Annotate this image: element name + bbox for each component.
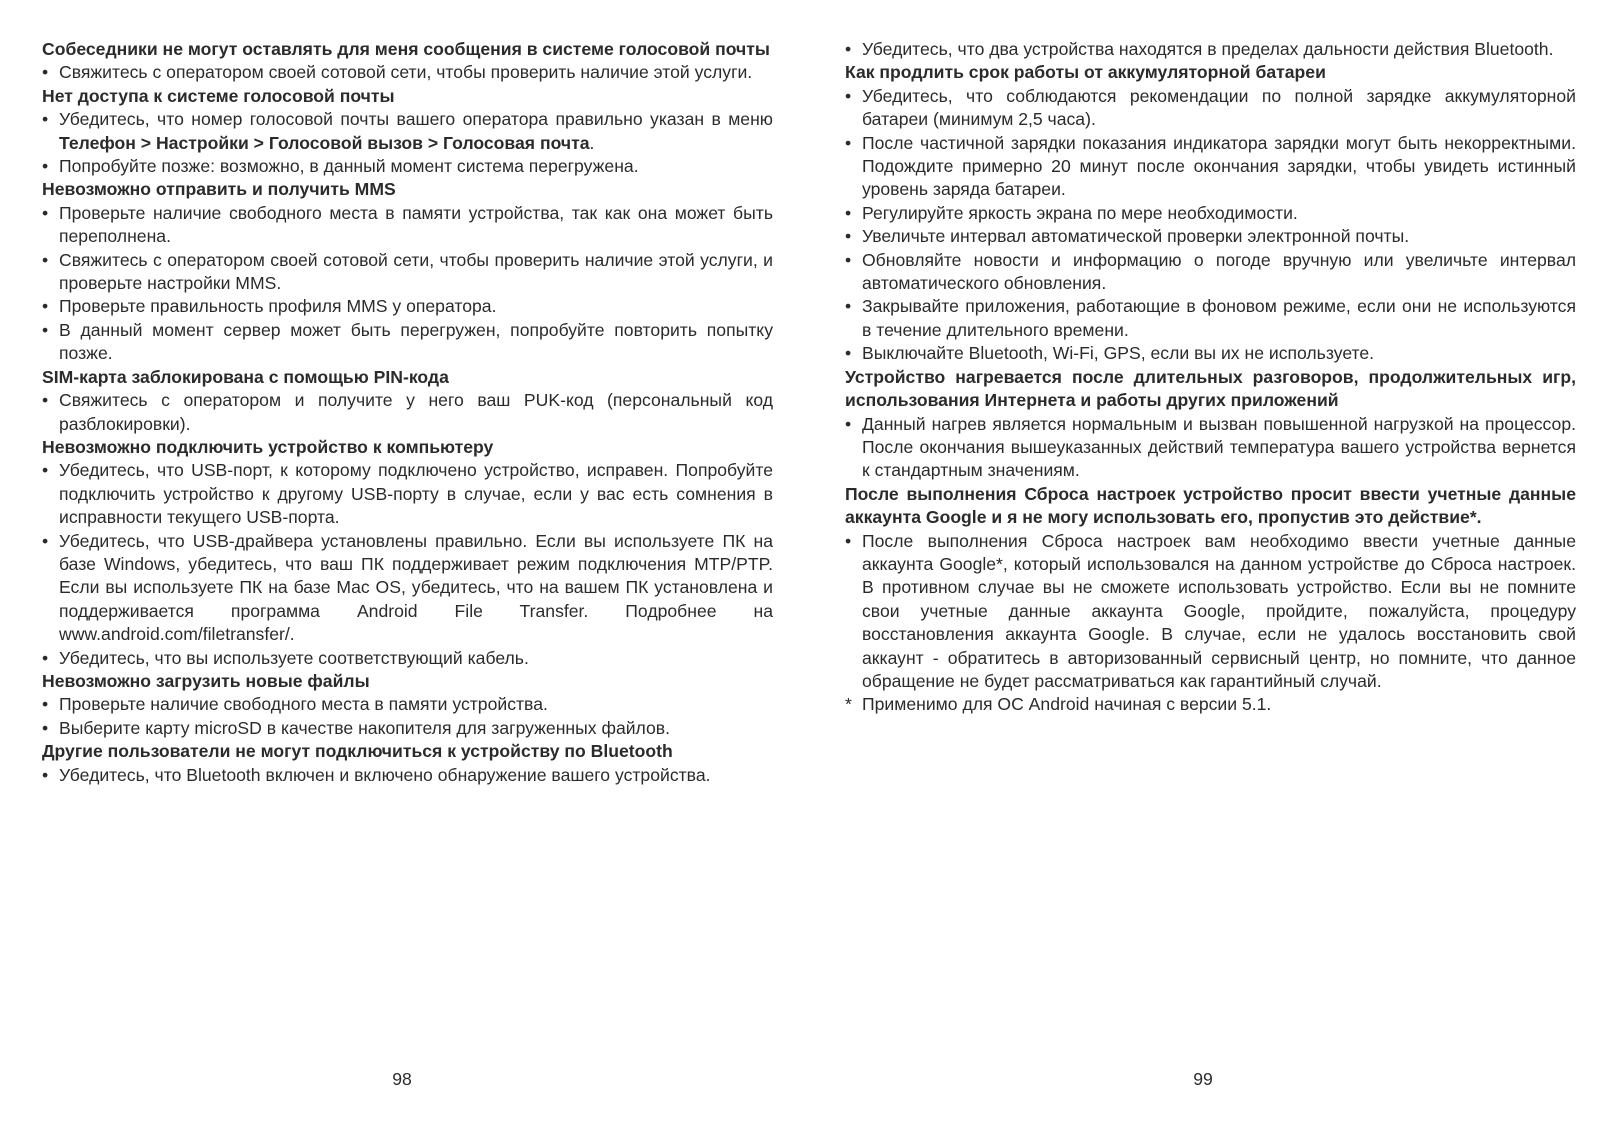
bullet-item bbox=[42, 61, 773, 84]
bullet-text: После частичной зарядки показания индикатора зарядки могут быть некорректными. Подождите примерно 20 минут после окончания зарядки, чтобы увидеть истинный уровень заряда батареи. bbox=[862, 132, 1576, 200]
bullet-marker: • bbox=[845, 249, 852, 270]
bullet-text: Выберите карту microSD в качестве накопителя для загруженных файлов. bbox=[59, 717, 671, 738]
bullet-item bbox=[42, 202, 773, 249]
bullet-text: Увеличьте интервал автоматической проверки электронной почты. bbox=[862, 226, 1410, 247]
bullet-item bbox=[845, 38, 1576, 61]
bullet-marker: • bbox=[845, 132, 852, 153]
bullet-marker: • bbox=[42, 390, 49, 411]
bullet-marker: • bbox=[845, 343, 852, 364]
menu-path: Телефон > Настройки > Голосовой вызов > Голосовая почта bbox=[59, 132, 590, 153]
bullet-marker: • bbox=[42, 202, 49, 223]
bullet-text: Попробуйте позже: возможно, в данный момент система перегружена. bbox=[59, 156, 639, 177]
bullet-text: Убедитесь, что USB-порт, к которому подключено устройство, исправен. Попробуйте подключить устройство к другому USB-порту в случае, если у вас есть сомнения в исправности текущего USB-порта. bbox=[59, 460, 773, 528]
bullet-marker: • bbox=[42, 62, 49, 83]
bullet-item bbox=[42, 319, 773, 366]
left-page bbox=[42, 38, 773, 787]
bullet-item bbox=[42, 459, 773, 529]
footnote-marker: * bbox=[845, 694, 852, 715]
section-heading: SIM-карта заблокирована с помощью PIN-кода bbox=[42, 366, 449, 387]
bullet-marker: • bbox=[42, 694, 49, 715]
section-heading: Невозможно отправить и получить MMS bbox=[42, 179, 396, 200]
bullet-marker: • bbox=[42, 109, 49, 130]
bullet-text: Убедитесь, что соблюдаются рекомендации по полной зарядке аккумуляторной батареи (минимум 2,5 часа). bbox=[862, 85, 1576, 130]
bullet-marker: • bbox=[42, 530, 49, 551]
bullet-text: Проверьте наличие свободного места в памяти устройства, так как она может быть переполнена. bbox=[59, 202, 773, 247]
bullet-marker: • bbox=[845, 202, 852, 223]
bullet-text: Убедитесь, что вы используете соответствующий кабель. bbox=[59, 647, 529, 668]
bullet-text: Выключайте Bluetooth, Wi-Fi, GPS, если вы их не используете. bbox=[862, 343, 1375, 364]
bullet-marker: • bbox=[42, 647, 49, 668]
bullet-text: Убедитесь, что USB-драйвера установлены правильно. Если вы используете ПК на базе Windows, убедитесь, что ваш ПК поддерживает режим подключения MTP/PTP. Если вы используете ПК на базе Mac OS, убедитесь, что на вашем ПК установлена и поддерживается программа Android File Transfer. Подробнее на www.android.com/filetransfer/. bbox=[59, 530, 773, 645]
section-heading: Невозможно загрузить новые файлы bbox=[42, 670, 370, 691]
bullet-item bbox=[845, 295, 1576, 342]
bullet-text-suffix: . bbox=[589, 132, 595, 153]
bullet-text: Закрывайте приложения, работающие в фоновом режиме, если они не используются в течение длительного времени. bbox=[862, 296, 1576, 340]
bullet-item bbox=[845, 342, 1576, 365]
bullet-item bbox=[845, 132, 1576, 202]
bullet-item bbox=[845, 249, 1576, 296]
bullet-marker: • bbox=[845, 226, 852, 247]
bullet-item bbox=[42, 389, 773, 436]
bullet-item bbox=[42, 295, 773, 318]
bullet-marker: • bbox=[845, 85, 852, 106]
bullet-marker: • bbox=[42, 764, 49, 785]
bullet-item bbox=[845, 202, 1576, 225]
bullet-text: В данный момент сервер может быть перегружен, попробуйте повторить попытку позже. bbox=[59, 319, 773, 364]
page-number-right: 99 bbox=[1193, 1069, 1213, 1089]
bullet-item bbox=[845, 225, 1576, 248]
footnote bbox=[845, 693, 1576, 716]
footnote-text: Применимо для ОС Android начиная с версии 5.1. bbox=[862, 694, 1272, 715]
bullet-text: После выполнения Сброса настроек вам необходимо ввести учетные данные аккаунта Google*, который использовался на данном устройстве до Сброса настроек. В противном случае вы не сможете использовать устройство. Если вы не помните свои учетные данные аккаунта Google, пройдите, пожалуйста, процедуру восстановления аккаунта Google. В случае, если не удалось восстановить свой аккаунт - обратитесь в авторизованный сервисный центр, но помните, что данное обращение не будет рассматриваться как гарантийный случай. bbox=[862, 530, 1576, 691]
bullet-marker: • bbox=[42, 296, 49, 317]
bullet-marker: • bbox=[42, 319, 49, 340]
section-heading: Другие пользователи не могут подключиться к устройству по Bluetooth bbox=[42, 741, 673, 762]
bullet-text: Убедитесь, что два устройства находятся в пределах дальности действия Bluetooth. bbox=[862, 39, 1554, 59]
section-heading: Как продлить срок работы от аккумуляторной батареи bbox=[845, 62, 1326, 83]
bullet-item bbox=[42, 530, 773, 647]
right-page bbox=[845, 38, 1576, 717]
bullet-text: Свяжитесь с оператором и получите у него ваш PUK-код (персональный код разблокировки). bbox=[59, 390, 773, 434]
bullet-text: Данный нагрев является нормальным и вызван повышенной нагрузкой на процессор. После окончания вышеуказанных действий температура вашего устройства вернется к стандартным значениям. bbox=[862, 413, 1576, 481]
bullet-item bbox=[42, 155, 773, 178]
bullet-item bbox=[42, 717, 773, 740]
bullet-item bbox=[845, 413, 1576, 483]
bullet-text: Регулируйте яркость экрана по мере необходимости. bbox=[862, 202, 1298, 223]
bullet-item bbox=[42, 249, 773, 296]
bullet-text: Обновляйте новости и информацию о погоде вручную или увеличьте интервал автоматического обновления. bbox=[862, 249, 1576, 294]
section-heading: Нет доступа к системе голосовой почты bbox=[42, 85, 395, 106]
bullet-item bbox=[42, 764, 773, 787]
bullet-marker: • bbox=[845, 296, 852, 317]
bullet-item bbox=[845, 530, 1576, 694]
section-heading: После выполнения Сброса настроек устройство просит ввести учетные данные аккаунта Google и я не могу использовать его, пропустив это действие*. bbox=[845, 483, 1576, 528]
bullet-marker: • bbox=[42, 156, 49, 177]
section-heading: Невозможно подключить устройство к компьютеру bbox=[42, 436, 494, 457]
bullet-marker: • bbox=[845, 39, 852, 59]
bullet-text: Убедитесь, что Bluetooth включен и включено обнаружение вашего устройства. bbox=[59, 764, 711, 785]
bullet-text: Проверьте наличие свободного места в памяти устройства. bbox=[59, 694, 548, 715]
section-heading: Собеседники не могут оставлять для меня сообщения в системе голосовой почты bbox=[42, 39, 770, 59]
section-heading: Устройство нагревается после длительных разговоров, продолжительных игр, использования Интернета и работы других приложений bbox=[845, 366, 1576, 411]
bullet-marker: • bbox=[845, 530, 852, 551]
bullet-marker: • bbox=[42, 717, 49, 738]
bullet-marker: • bbox=[845, 413, 852, 434]
bullet-marker: • bbox=[42, 460, 49, 481]
bullet-text: Убедитесь, что номер голосовой почты вашего оператора правильно указан в меню bbox=[59, 109, 773, 130]
bullet-item bbox=[42, 108, 773, 155]
bullet-item bbox=[845, 85, 1576, 132]
bullet-text: Свяжитесь с оператором своей сотовой сети, чтобы проверить наличие этой услуги, и проверьте настройки MMS. bbox=[59, 249, 773, 294]
bullet-marker: • bbox=[42, 249, 49, 270]
bullet-text: Свяжитесь с оператором своей сотовой сети, чтобы проверить наличие этой услуги. bbox=[59, 62, 753, 83]
bullet-item bbox=[42, 693, 773, 716]
bullet-text: Проверьте правильность профиля MMS у оператора. bbox=[59, 296, 497, 317]
page-number-left: 98 bbox=[392, 1069, 412, 1089]
bullet-item bbox=[42, 647, 773, 670]
